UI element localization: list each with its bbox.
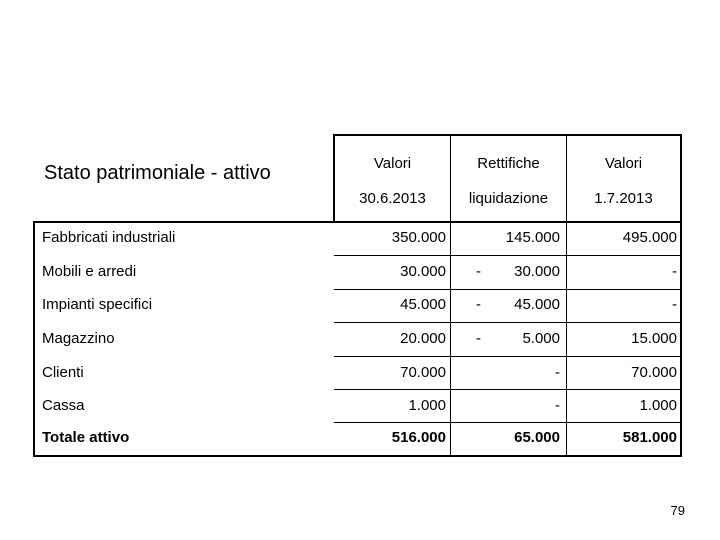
total-row xyxy=(0,422,720,456)
value-30-6-2013: 45.000 xyxy=(400,296,446,313)
value-30-6-2013: 1.000 xyxy=(408,397,446,414)
page-title: Stato patrimoniale - attivo xyxy=(44,162,271,184)
table-row xyxy=(0,256,720,290)
rettifica-sign: - xyxy=(476,263,481,280)
total-rettifiche: 65.000 xyxy=(514,429,560,446)
header-frame-right xyxy=(680,134,682,222)
total-1-7-2013: 581.000 xyxy=(622,429,677,446)
value-30-6-2013: 20.000 xyxy=(400,330,446,347)
row-label: Clienti xyxy=(42,364,84,381)
value-rettifiche: - xyxy=(555,397,560,414)
value-30-6-2013: 350.000 xyxy=(391,229,446,246)
row-label: Mobili e arredi xyxy=(42,263,137,280)
value-rettifiche: 30.000 xyxy=(514,263,560,280)
value-rettifiche: 145.000 xyxy=(505,229,560,246)
page-number: 79 xyxy=(670,503,685,518)
row-label: Cassa xyxy=(42,397,85,414)
total-30-6-2013: 516.000 xyxy=(391,429,446,446)
total-label: Totale attivo xyxy=(42,429,130,446)
row-label: Magazzino xyxy=(42,330,115,347)
header-col3-line1: Valori xyxy=(604,155,643,172)
value-1-7-2013: - xyxy=(672,296,677,313)
value-rettifiche: - xyxy=(555,364,560,381)
value-1-7-2013: 15.000 xyxy=(631,330,677,347)
table-row xyxy=(0,222,720,256)
value-rettifiche: 5.000 xyxy=(522,330,560,347)
value-1-7-2013: 70.000 xyxy=(631,364,677,381)
table-row xyxy=(0,323,720,357)
value-30-6-2013: 30.000 xyxy=(400,263,446,280)
row-label: Impianti specifici xyxy=(42,296,153,313)
header-col2-line1: Rettifiche xyxy=(477,155,540,172)
value-1-7-2013: 1.000 xyxy=(639,397,677,414)
value-1-7-2013: 495.000 xyxy=(622,229,677,246)
rettifica-sign: - xyxy=(476,330,481,347)
table-row xyxy=(0,289,720,323)
header-col3-line2: 1.7.2013 xyxy=(594,190,653,207)
value-30-6-2013: 70.000 xyxy=(400,364,446,381)
header-col1-line2: 30.6.2013 xyxy=(359,190,426,207)
value-rettifiche: 45.000 xyxy=(514,296,560,313)
header-col1-line1: Valori xyxy=(373,155,412,172)
rettifica-sign: - xyxy=(476,296,481,313)
value-1-7-2013: - xyxy=(672,263,677,280)
header-frame-top xyxy=(333,134,682,136)
table-row xyxy=(0,390,720,424)
header-col2-line2: liquidazione xyxy=(468,190,549,207)
table-row xyxy=(0,357,720,391)
header-frame-left xyxy=(333,135,335,222)
row-label: Fabbricati industriali xyxy=(42,229,176,246)
